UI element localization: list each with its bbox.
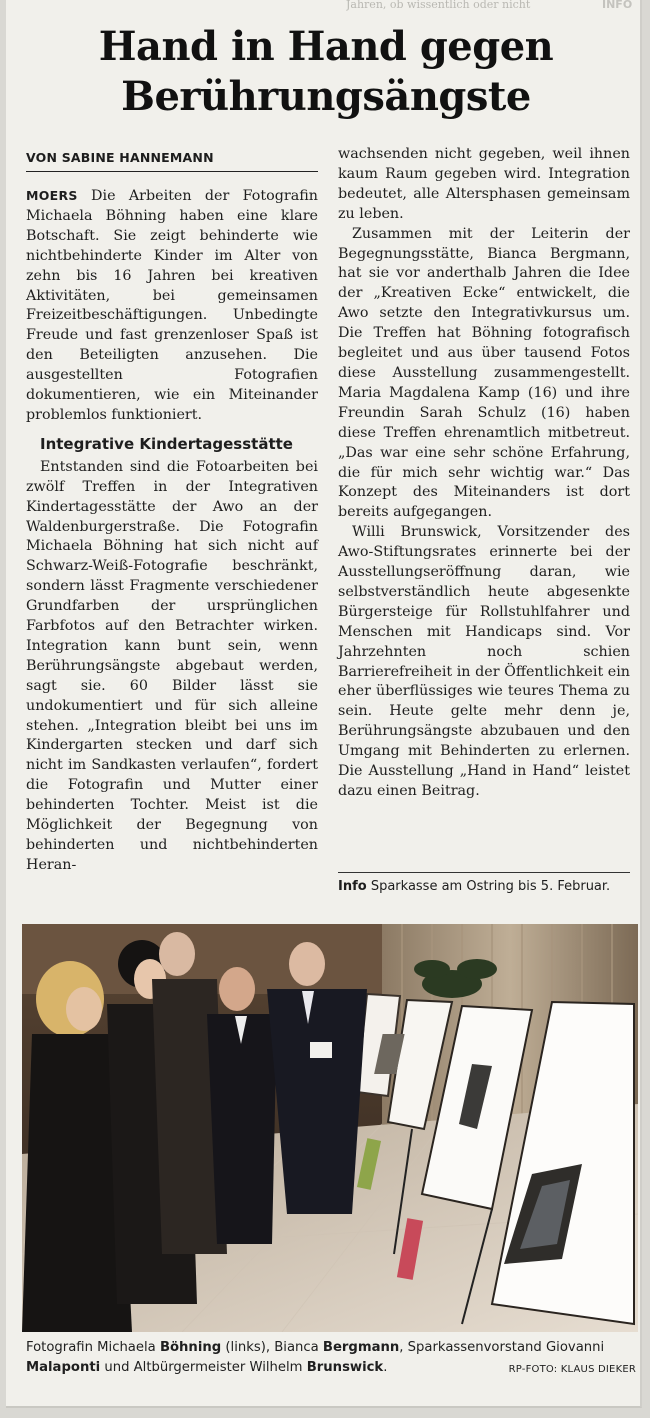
article-headline	[26, 22, 626, 122]
info-box	[338, 872, 630, 894]
caption-text-4: und Altbürgermeister Wilhelm	[100, 1360, 307, 1375]
headline-line-1: Hand in Hand gegen	[98, 23, 554, 70]
bleed-through-text	[346, 0, 646, 14]
exhibition-photo	[22, 924, 638, 1332]
newspaper-clipping	[6, 0, 642, 1408]
info-label: Info	[338, 879, 367, 894]
body-paragraph-2: Entstanden sind die Fotoarbeiten bei zwölf Treffen in der Integrativen Kindertagesstätte der Awo an der Waldenburgerstraße. Die Fotografin Michaela Böhning hat sich nicht auf Schwarz-Weiß-Fotografie beschränkt, sondern lässt Fragmente verschiedener Grundfarben der ursprünglichen Farbfotos auf den Betrachter wirken. Integration kann bunt sein, wenn Berührungsängste abgebaut werden, sagt sie. 60 Bilder lässt sie undokumentiert und für sich alleine stehen. „Integration bleibt bei uns im Kindergarten stecken und darf sich nicht im Sandkasten verlaufen“, fordert die Fotografin und Mutter einer behinderten Tochter. Meist ist die Möglichkeit der Begegnung von behinderten und nichtbehinderten Heran-	[26, 458, 318, 873]
byline: VON SABINE HANNEMANN	[26, 150, 318, 172]
body-paragraph-4: Willi Brunswick, Vorsitzender des Awo-Stiftungsrates erinnerte bei der Ausstellungseröffnung daran, wie selbstverständlich heute abgesenkte Bürgersteige für Rollstuhlfahrer und Menschen mit Handicaps sind. Vor Jahrzehnten noch schien Barrierefreiheit in der Öffentlichkeit ein eher überflüssiges wie teures Thema zu sein. Heute gelte mehr denn je, Berührungsängste abzubauen und den Umgang mit Behinderten zu erlernen. Die Ausstellung „Hand in Hand“ leistet dazu einen Beitrag.	[338, 524, 630, 799]
caption-text-2: (links), Bianca	[221, 1340, 323, 1355]
photo-credit: RP-FOTO: KLAUS DIEKER	[508, 1364, 636, 1375]
headline-line-2: Berührungsängste	[121, 73, 531, 120]
caption-text-5: .	[383, 1360, 388, 1375]
caption-text-3: , Sparkassenvorstand Giovanni	[399, 1340, 605, 1355]
photo-caption	[26, 1338, 636, 1380]
dateline: MOERS	[26, 188, 78, 203]
body-paragraph-2-continued: wachsenden nicht gegeben, weil ihnen kaum Raum gegeben wird. Integration bedeutet, alle Altersphasen gemeinsam zu leben.	[338, 146, 630, 222]
caption-text-1: Fotografin Michaela	[26, 1340, 160, 1355]
lead-text: Die Arbeiten der Fotografin Michaela Böhning haben eine klare Botschaft. Sie zeigt behinderte wie nichtbehinderte Kinder im Alter von zehn bis 16 Jahren bei kreativen Aktivitäten, bei gemeinsamen Freizeitbeschäftigungen. Unbedingte Freude und fast grenzenloser Spaß ist den Beteiligten anzusehen. Die ausgestellten Fotografien dokumentieren, wie ein Miteinander problemlos funktioniert.	[26, 188, 319, 423]
article-column-left	[26, 186, 318, 876]
caption-name-brunswick: Brunswick	[306, 1360, 384, 1375]
article-column-right	[338, 145, 630, 802]
bleed-tag: INFO	[602, 0, 633, 11]
caption-name-malaponti: Malaponti	[26, 1360, 101, 1375]
info-text: Sparkasse am Ostring bis 5. Februar.	[370, 879, 611, 894]
caption-name-bergmann: Bergmann	[322, 1340, 400, 1355]
lead-paragraph	[26, 186, 318, 426]
caption-name-boehning: Böhning	[159, 1340, 222, 1355]
body-paragraph-3: Zusammen mit der Leiterin der Begegnungsstätte, Bianca Bergmann, hat sie vor anderthalb Jahren die Idee der „Kreativen Ecke“ entwickelt, die Awo setzte den Integrativkursus um. Die Treffen hat Böhning fotografisch begleitet und aus über tausend Fotos diese Ausstellung zusammengestellt. Maria Magdalena Kamp (16) und ihre Freundin Sarah Schulz (16) haben diese Treffen ehrenamtlich mitbetreut. „Das war eine sehr schöne Erfahrung, die für mich sehr wichtig war.“ Das Konzept des Miteinanders ist dort bereits aufgegangen.	[338, 225, 630, 521]
subheading: Integrative Kindertagesstätte	[40, 434, 293, 453]
photo-illustration	[22, 924, 638, 1332]
bleed-text: Jahren, ob wissentlich oder nicht	[346, 0, 531, 11]
